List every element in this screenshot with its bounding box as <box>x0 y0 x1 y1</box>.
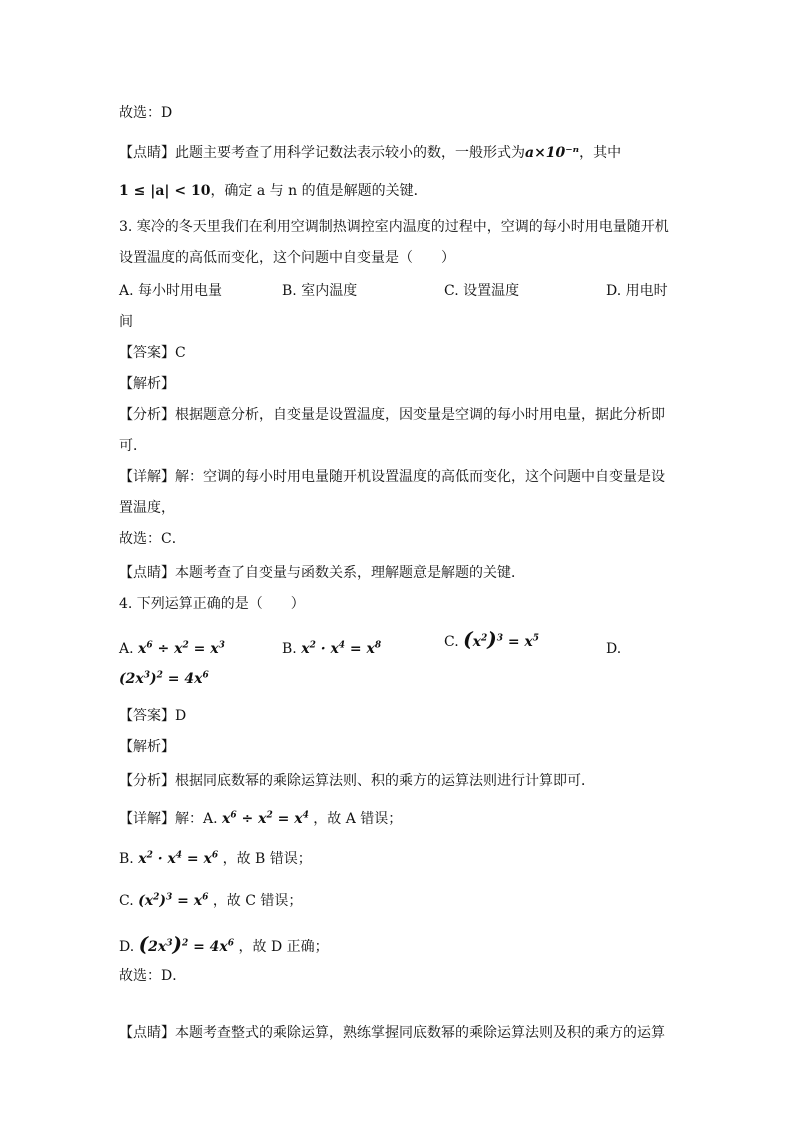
formula-image: $(2x^3)^2 = 4x^6$ <box>119 670 209 687</box>
text-segment: ，确定 a 与 n 的值是解题的关键． <box>210 183 428 199</box>
answer-label: 【答案】C <box>119 345 186 361</box>
option-letter: A. <box>119 641 134 657</box>
option-d: D. <box>606 641 622 657</box>
text-line: 故选：C． <box>119 531 186 547</box>
question-3-stem: 设置温度的高低而变化，这个问题中自变量是（ ） <box>119 250 455 266</box>
text-line <box>119 850 312 868</box>
text-line: 可． <box>119 438 147 454</box>
option-letter: C. <box>444 634 459 650</box>
option-a: A. 每小时用电量 <box>119 283 223 299</box>
analysis-heading: 【解析】 <box>119 739 175 755</box>
option-b <box>282 640 381 658</box>
option-d: D. 用电时 <box>606 283 668 299</box>
answer-label: 【答案】D <box>119 708 187 724</box>
analysis-heading: 【解析】 <box>119 376 175 392</box>
text-segment: ，故 D 正确； <box>238 939 329 955</box>
text-line: 故选：D <box>119 105 173 121</box>
text-line <box>119 810 402 828</box>
text-line: 间 <box>119 314 133 330</box>
math-expression: 1 ≤ |a| < 10 <box>119 183 211 199</box>
formula-image: $x^2 \cdot x^4 = x^6$ <box>138 850 219 867</box>
formula-image: $(x^2)^3 = x^6$ <box>138 892 209 909</box>
text-segment: ，故 B 错误； <box>222 851 312 867</box>
text-segment: ，故 C 错误； <box>212 893 303 909</box>
option-a <box>119 640 225 658</box>
text-line: 【点睛】本题考查了自变量与函数关系，理解题意是解题的关键． <box>119 565 525 581</box>
formula-image: $(x^2)^3 = x^5$ <box>463 627 540 651</box>
question-4-stem: 4. 下列运算正确的是（ ） <box>119 596 305 612</box>
text-segment: ，其中 <box>579 145 622 161</box>
question-3-stem: 3. 寒冷的冬天里我们在利用空调制热调控室内温度的过程中，空调的每小时用电量随开机 <box>119 219 669 235</box>
text-line: 【分析】根据题意分析，自变量是设置温度，因变量是空调的每小时用电量，据此分析即 <box>119 407 665 423</box>
option-letter: B. <box>282 641 297 657</box>
text-segment: 【点睛】此题主要考查了用科学记数法表示较小的数，一般形式为 <box>119 145 525 161</box>
text-segment: B. <box>119 851 134 867</box>
text-segment: 【详解】解：A. <box>119 811 218 827</box>
text-line <box>119 182 428 200</box>
text-segment: C. <box>119 893 134 909</box>
text-line: 【详解】解：空调的每小时用电量随开机设置温度的高低而变化，这个问题中自变量是设 <box>119 469 665 485</box>
formula-image: $x^6 \div x^2 = x^4$ <box>222 810 309 827</box>
text-line <box>119 144 621 162</box>
formula-image: $(2x^3)^2 = 4x^6$ <box>138 932 235 956</box>
text-line: 【点睛】本题考查整式的乘除运算，熟练掌握同底数幂的乘除运算法则及积的乘方的运算 <box>119 1025 665 1041</box>
math-expression: a×10⁻ⁿ <box>525 145 580 161</box>
option-c <box>444 627 540 651</box>
text-line: 【分析】根据同底数幂的乘除运算法则、积的乘方的运算法则进行计算即可． <box>119 773 595 789</box>
text-segment: D. <box>119 939 135 955</box>
text-line <box>119 892 302 910</box>
option-b: B. 室内温度 <box>282 283 358 299</box>
text-line: 故选：D． <box>119 968 187 984</box>
option-c: C. 设置温度 <box>444 283 520 299</box>
text-line: 置温度， <box>119 500 175 516</box>
formula-image: $x^2 \cdot x^4 = x^8$ <box>301 640 382 657</box>
text-line <box>119 932 329 956</box>
text-segment: ，故 A 错误； <box>313 811 403 827</box>
formula-image: $x^6 \div x^2 = x^3$ <box>138 640 225 657</box>
